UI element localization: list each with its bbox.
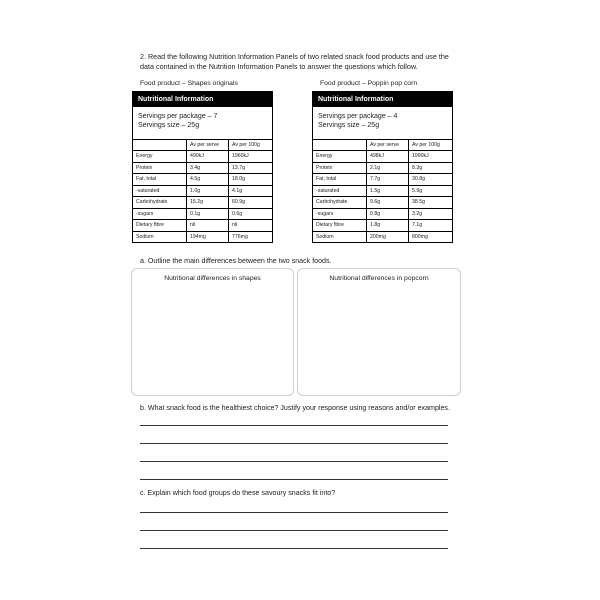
value-100g: 38.5g bbox=[409, 197, 453, 209]
answer-box-popcorn[interactable] bbox=[297, 268, 461, 396]
value-serve: 490kJ bbox=[187, 151, 229, 163]
value-serve: 9.6g bbox=[367, 197, 409, 209]
table-row bbox=[313, 185, 452, 197]
nutrient-name: Fat, total bbox=[313, 174, 367, 186]
nutrient-name: Carbohydrate bbox=[313, 197, 367, 209]
value-serve: 1.5g bbox=[367, 185, 409, 197]
table-row bbox=[133, 174, 272, 186]
col-header-100g: Av per 100g bbox=[229, 140, 273, 151]
nutrient-name: -sugars bbox=[133, 208, 187, 220]
nutrient-name: Protein bbox=[313, 162, 367, 174]
value-serve: 3.4g bbox=[187, 162, 229, 174]
table-row bbox=[313, 151, 452, 163]
nutrient-name: Sodium bbox=[313, 231, 367, 242]
answer-box-title: Nutritional differences in shapes bbox=[164, 275, 261, 282]
col-header-serve: Av per serve bbox=[187, 140, 229, 151]
answer-line[interactable] bbox=[140, 479, 448, 480]
table-row bbox=[313, 231, 452, 242]
value-100g: 3.2g bbox=[409, 208, 453, 220]
value-serve: 2.1g bbox=[367, 162, 409, 174]
table-row bbox=[133, 220, 272, 232]
nutrient-name: Protein bbox=[133, 162, 187, 174]
nutrition-panel-popcorn bbox=[312, 91, 453, 243]
value-serve: 4.5g bbox=[187, 174, 229, 186]
answer-line[interactable] bbox=[140, 548, 448, 549]
question-2-intro: 2. Read the following Nutrition Information Panels of two related snack food products and use the data contained in the Nutrition Information Panels to answer the questions which follow. bbox=[140, 52, 449, 71]
value-serve: 0.1g bbox=[187, 208, 229, 220]
value-serve: nil bbox=[187, 220, 229, 232]
panel-header: Nutritional Information bbox=[133, 92, 272, 107]
answer-box-shapes[interactable] bbox=[131, 268, 294, 396]
table-row bbox=[313, 208, 452, 220]
value-100g: 8.3g bbox=[409, 162, 453, 174]
nutrient-name: -saturated bbox=[313, 185, 367, 197]
servings-info bbox=[313, 107, 452, 140]
table-header-row bbox=[313, 140, 452, 151]
servings-info bbox=[133, 107, 272, 140]
col-header-100g: Av per 100g bbox=[409, 140, 453, 151]
nutrient-name: Sodium bbox=[133, 231, 187, 242]
value-serve: 200mg bbox=[367, 231, 409, 242]
servings-per-package: Servings per package – 4 bbox=[318, 113, 398, 120]
nutrition-table bbox=[133, 140, 272, 242]
table-row bbox=[133, 185, 272, 197]
table-header-row bbox=[133, 140, 272, 151]
value-100g: 60.9g bbox=[229, 197, 273, 209]
product-label-popcorn: Food product – Poppin pop corn bbox=[320, 80, 418, 87]
nutrient-name: -sugars bbox=[313, 208, 367, 220]
nutrient-name: -saturated bbox=[133, 185, 187, 197]
answer-line[interactable] bbox=[140, 443, 448, 444]
value-serve: 1.8g bbox=[367, 220, 409, 232]
question-c: c. Explain which food groups do these savoury snacks fit into? bbox=[140, 489, 336, 497]
table-row bbox=[313, 220, 452, 232]
nutrient-name: Energy bbox=[133, 151, 187, 163]
table-row bbox=[133, 151, 272, 163]
serving-size: Servings size – 25g bbox=[318, 121, 380, 129]
value-100g: 5.9g bbox=[409, 185, 453, 197]
answer-line[interactable] bbox=[140, 425, 448, 426]
product-label-shapes: Food product – Shapes originals bbox=[140, 80, 238, 87]
value-100g: nil bbox=[229, 220, 273, 232]
serving-size: Servings size – 25g bbox=[138, 121, 200, 129]
nutrient-name: Energy bbox=[313, 151, 367, 163]
value-serve: 7.7g bbox=[367, 174, 409, 186]
value-100g: 7.1g bbox=[409, 220, 453, 232]
table-row bbox=[133, 231, 272, 242]
table-row bbox=[313, 197, 452, 209]
answer-box-title: Nutritional differences in popcorn bbox=[329, 275, 429, 282]
nutrient-name: Dietary fibre bbox=[313, 220, 367, 232]
value-100g: 30.8g bbox=[409, 174, 453, 186]
nutrient-name: Fat, total bbox=[133, 174, 187, 186]
nutrient-name: Carbohydrate bbox=[133, 197, 187, 209]
value-100g: 0.6g bbox=[229, 208, 273, 220]
value-100g: 13.7g bbox=[229, 162, 273, 174]
nutrition-panel-shapes bbox=[132, 91, 273, 243]
table-row bbox=[133, 197, 272, 209]
table-row bbox=[313, 162, 452, 174]
nutrition-table bbox=[313, 140, 452, 242]
answer-line[interactable] bbox=[140, 461, 448, 462]
value-100g: 18.0g bbox=[229, 174, 273, 186]
col-header-serve: Av per serve bbox=[367, 140, 409, 151]
table-row bbox=[133, 162, 272, 174]
panel-header: Nutritional Information bbox=[313, 92, 452, 107]
value-100g: 1960kJ bbox=[229, 151, 273, 163]
value-100g: 800mg bbox=[409, 231, 453, 242]
question-a: a. Outline the main differences between the two snack foods. bbox=[140, 257, 332, 265]
answer-line[interactable] bbox=[140, 512, 448, 513]
nutrient-name: Dietary fibre bbox=[133, 220, 187, 232]
value-100g: 1990kJ bbox=[409, 151, 453, 163]
value-serve: 15.2g bbox=[187, 197, 229, 209]
value-serve: 1.0g bbox=[187, 185, 229, 197]
table-row bbox=[133, 208, 272, 220]
table-row bbox=[313, 174, 452, 186]
value-serve: 498kJ bbox=[367, 151, 409, 163]
servings-per-package: Servings per package – 7 bbox=[138, 113, 218, 120]
value-serve: 194mg bbox=[187, 231, 229, 242]
value-100g: 4.1g bbox=[229, 185, 273, 197]
value-100g: 776mg bbox=[229, 231, 273, 242]
question-b: b. What snack food is the healthiest choice? Justify your response using reasons and/or examples. bbox=[140, 404, 450, 412]
answer-line[interactable] bbox=[140, 530, 448, 531]
value-serve: 0.8g bbox=[367, 208, 409, 220]
